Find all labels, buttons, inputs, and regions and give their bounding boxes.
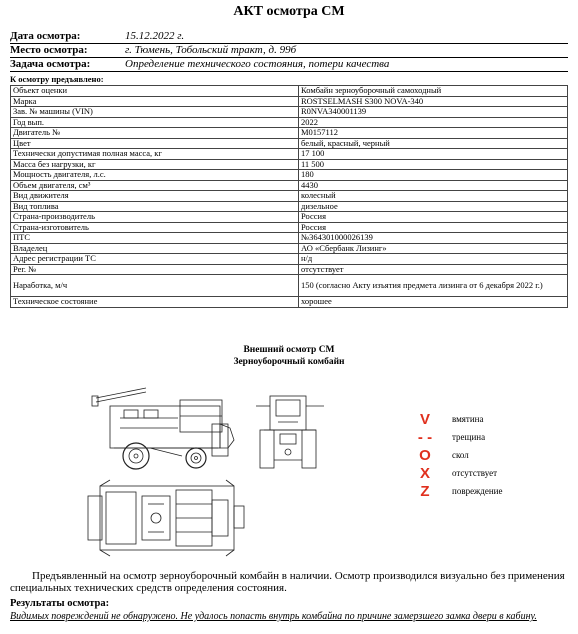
spec-value: Россия (299, 212, 568, 223)
inspection-date-label: Дата осмотра: (10, 30, 81, 42)
spec-value: ROSTSELMASH S300 NOVA-340 (299, 96, 568, 107)
legend-item-missing (416, 466, 566, 482)
spec-key: Техническое состояние (11, 297, 299, 308)
table-row (11, 96, 568, 107)
table-row (11, 275, 568, 297)
results-title: Результаты осмотра: (10, 598, 110, 609)
inspection-info (10, 30, 568, 72)
inspection-task-value: Определение технического состояния, потери качества (125, 58, 390, 70)
legend-item-dent (416, 412, 566, 428)
spec-key: Наработка, м/ч (11, 275, 299, 297)
table-row (11, 233, 568, 244)
table-row (11, 201, 568, 212)
spec-value: белый, красный, черный (299, 138, 568, 149)
spec-value: R0NVA340001139 (299, 107, 568, 118)
table-row (11, 138, 568, 149)
table-row (11, 254, 568, 265)
top-view-drawing (88, 480, 244, 556)
spec-value: 4430 (299, 180, 568, 191)
inspection-place-label: Место осмотра: (10, 44, 88, 56)
crack-icon: - - (417, 429, 433, 446)
spec-value: 180 (299, 170, 568, 181)
document-title: АКТ осмотра СМ (233, 4, 345, 19)
spec-key: Вид топлива (11, 201, 299, 212)
spec-value: н/д (299, 254, 568, 265)
table-row (11, 212, 568, 223)
spec-value: 2022 (299, 117, 568, 128)
spec-key: Зав. № машины (VIN) (11, 107, 299, 118)
spec-key: Вид движителя (11, 191, 299, 202)
spec-key: Цвет (11, 138, 299, 149)
spec-key: Двигатель № (11, 128, 299, 139)
legend-label: повреждение (452, 486, 503, 496)
results-text: Видимых повреждений не обнаружено. Не удалось попасть внутрь комбайна по причине замерзшего замка двери в кабину. (10, 611, 537, 622)
table-row (11, 149, 568, 160)
spec-key: Владелец (11, 243, 299, 254)
legend-label: вмятина (452, 414, 484, 424)
legend-item-chip (416, 448, 566, 464)
spec-key: Страна-производитель (11, 212, 299, 223)
legend-label: скол (452, 450, 469, 460)
spec-value: 11 500 (299, 159, 568, 170)
spec-value: №364301000026139 (299, 233, 568, 244)
section-title: Внешний осмотр СМ (243, 345, 335, 355)
spec-key: Объект оценки (11, 86, 299, 97)
inspection-place-row (10, 44, 568, 58)
side-view-drawing (92, 388, 234, 469)
spec-key: Мощность двигателя, л.с. (11, 170, 299, 181)
legend-item-crack (416, 430, 566, 446)
table-row (11, 243, 568, 254)
inspection-place-value: г. Тюмень, Тобольский тракт, д. 99б (125, 44, 297, 56)
spec-key: Год вып. (11, 117, 299, 128)
spec-key: Масса без нагрузки, кг (11, 159, 299, 170)
spec-value: АО «Сбербанк Лизинг» (299, 243, 568, 254)
legend-item-damage (416, 484, 566, 500)
table-row (11, 128, 568, 139)
table-row (11, 180, 568, 191)
spec-value: 17 100 (299, 149, 568, 160)
spec-key: Технически допустимая полная масса, кг (11, 149, 299, 160)
table-row (11, 159, 568, 170)
inspection-description: Предъявленный на осмотр зерноуборочный комбайн в наличии. Осмотр производился визуально без применения специальных технических средств определения состояния. (10, 570, 565, 594)
table-row (11, 170, 568, 181)
spec-key: Объем двигателя, см³ (11, 180, 299, 191)
inspection-date-row (10, 30, 568, 44)
spec-value: хорошее (299, 297, 568, 308)
spec-key: Страна-изготовитель (11, 222, 299, 233)
chip-icon: O (419, 447, 431, 464)
spec-value: колесный (299, 191, 568, 202)
table-row (11, 191, 568, 202)
table-row (11, 297, 568, 308)
legend-label: отсутствует (452, 468, 498, 478)
legend-label: трещина (452, 432, 486, 442)
front-view-drawing (256, 396, 324, 468)
table-row (11, 107, 568, 118)
damage-icon: Z (420, 483, 430, 500)
section-subtitle: Зерноуборочный комбайн (233, 357, 345, 367)
combine-harvester-drawing (84, 378, 344, 558)
table-row (11, 222, 568, 233)
spec-key: Рег. № (11, 264, 299, 275)
spec-key: ПТС (11, 233, 299, 244)
inspection-task-row (10, 58, 568, 72)
missing-icon: X (419, 465, 430, 482)
spec-value: Комбайн зерноуборочный самоходный (299, 86, 568, 97)
spec-value: Россия (299, 222, 568, 233)
presented-label: К осмотру предъявлено: (10, 74, 104, 84)
spec-value: M0157112 (299, 128, 568, 139)
inspection-task-label: Задача осмотра: (10, 58, 91, 70)
spec-key: Марка (11, 96, 299, 107)
spec-value: дизельное (299, 201, 568, 212)
table-row (11, 86, 568, 97)
spec-value: 150 (согласно Акту изъятия предмета лизинга от 6 декабря 2022 г.) (299, 275, 568, 297)
inspection-date-value: 15.12.2022 г. (125, 30, 185, 42)
spec-table (10, 85, 568, 308)
spec-value: отсутствует (299, 264, 568, 275)
table-row (11, 117, 568, 128)
dent-icon: V (419, 411, 430, 428)
table-row (11, 264, 568, 275)
spec-key: Адрес регистрации ТС (11, 254, 299, 265)
